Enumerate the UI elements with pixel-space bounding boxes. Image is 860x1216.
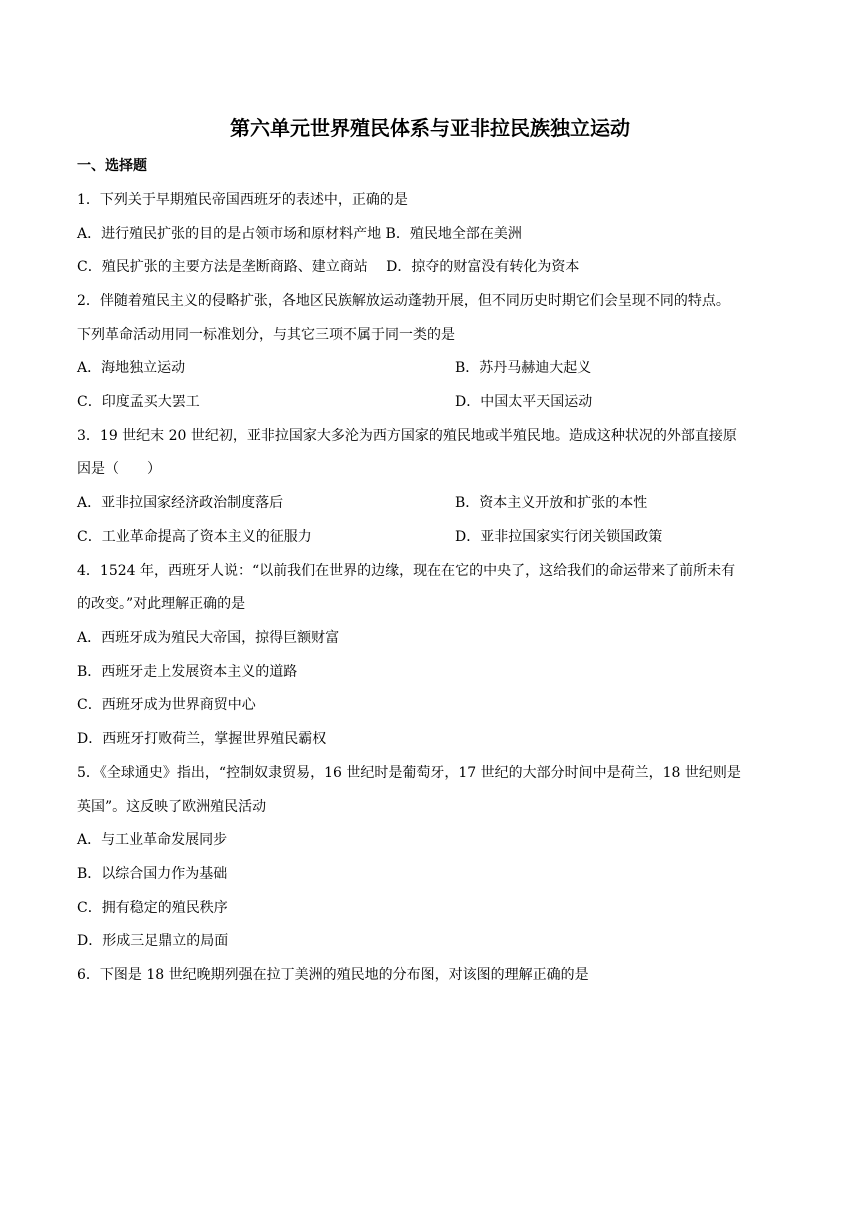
- q4-option-d: D．西班牙打败荷兰，掌握世界殖民霸权: [77, 731, 327, 747]
- section-heading: 一、选择题: [77, 158, 147, 174]
- q2-option-b: B．苏丹马赫迪大起义: [455, 360, 592, 376]
- q6-stem: 6．下图是 18 世纪晚期列强在拉丁美洲的殖民地的分布图，对该图的理解正确的是: [77, 967, 589, 983]
- q5-option-d: D．形成三足鼎立的局面: [77, 933, 229, 949]
- q2-option-c: C．印度孟买大罢工: [77, 394, 200, 410]
- q3-option-c: C．工业革命提高了资本主义的征服力: [77, 529, 312, 545]
- q1-stem: 1．下列关于早期殖民帝国西班牙的表述中，正确的是: [77, 192, 408, 208]
- q2-stem-line2: 下列革命活动用同一标准划分，与其它三项不属于同一类的是: [77, 327, 455, 343]
- q2-option-a: A．海地独立运动: [77, 360, 186, 376]
- q3-option-b: B．资本主义开放和扩张的本性: [455, 495, 648, 511]
- q2-option-row1: [77, 357, 787, 379]
- q5-stem-line1: 5．《全球通史》指出，“控制奴隶贸易，16 世纪时是葡萄牙，17 世纪的大部分时间中是荷兰，18 世纪则是: [77, 765, 741, 781]
- q2-option-d: D．中国太平天国运动: [455, 394, 593, 410]
- q3-option-d: D．亚非拉国家实行闭关锁国政策: [455, 529, 663, 545]
- q3-option-row2: [77, 526, 787, 548]
- q4-stem-line2: 的改变。”对此理解正确的是: [77, 596, 246, 612]
- q3-stem-line1: 3．19 世纪末 20 世纪初，亚非拉国家大多沦为西方国家的殖民地或半殖民地。造成这种状况的外部直接原: [77, 428, 737, 444]
- q4-option-b: B．西班牙走上发展资本主义的道路: [77, 664, 298, 680]
- q1-options-ab: A．进行殖民扩张的目的是占领市场和原材料产地 B．殖民地全部在美洲: [77, 226, 522, 242]
- q1-options-cd: C．殖民扩张的主要方法是垄断商路、建立商站 D．掠夺的财富没有转化为资本: [77, 259, 580, 275]
- q5-option-c: C．拥有稳定的殖民秩序: [77, 900, 228, 916]
- q5-option-b: B．以综合国力作为基础: [77, 866, 228, 882]
- q4-stem-line1: 4．1524 年，西班牙人说：“以前我们在世界的边缘，现在在它的中央了，这给我们的命运带来了前所未有: [77, 563, 736, 579]
- q3-stem-line2: 因是（ ）: [77, 461, 161, 477]
- q4-option-c: C．西班牙成为世界商贸中心: [77, 697, 256, 713]
- q3-option-a: A．亚非拉国家经济政治制度落后: [77, 495, 284, 511]
- q5-stem-line2: 英国”。这反映了欧洲殖民活动: [77, 799, 267, 815]
- q3-option-row1: [77, 492, 787, 514]
- q2-option-row2: [77, 391, 787, 413]
- q4-option-a: A．西班牙成为殖民大帝国，掠得巨额财富: [77, 630, 340, 646]
- q5-option-a: A．与工业革命发展同步: [77, 832, 228, 848]
- q2-stem-line1: 2．伴随着殖民主义的侵略扩张，各地区民族解放运动蓬勃开展，但不同历史时期它们会呈现不同的特点。: [77, 293, 730, 309]
- page-title: 第六单元世界殖民体系与亚非拉民族独立运动: [230, 116, 630, 140]
